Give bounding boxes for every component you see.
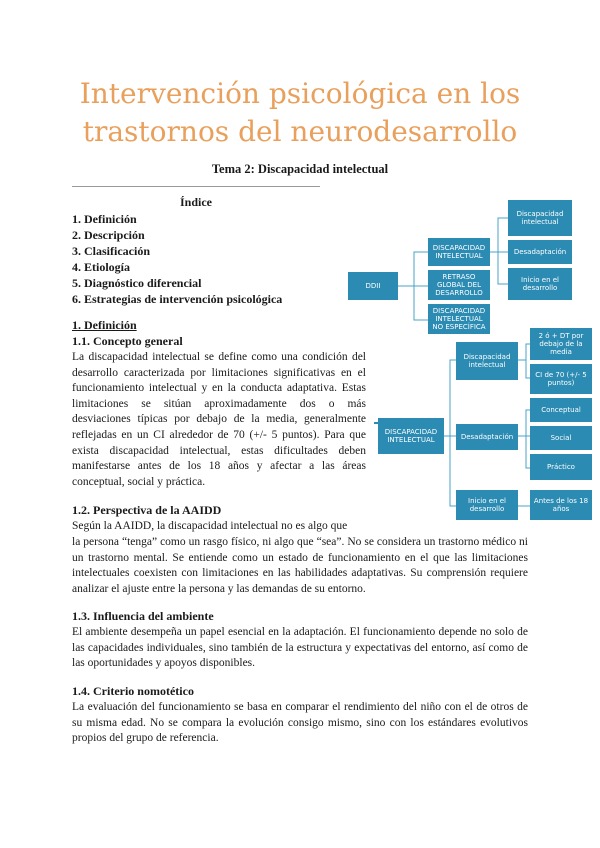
section-heading-1: 1. Definición	[72, 318, 137, 332]
paragraph-aaidd-first-line: Según la AAIDD, la discapacidad intelectual no es algo que	[72, 520, 348, 532]
diagram2-root: DISCAPACIDAD INTELECTUAL	[378, 418, 444, 454]
page-title-line-1: Intervención psicológica en los	[79, 77, 521, 110]
paragraph-ambiente: El ambiente desempeña un papel esencial en la adaptación. El funcionamiento depende no solo de las capacidades individuales, sino también de la estructura y expectativas del entorno, así como de las oportunidades y apoyos disponibles.	[72, 626, 528, 670]
page-title-line-2: trastornos del neurodesarrollo	[82, 115, 518, 148]
diagram2-leaf-social: Social	[530, 426, 592, 450]
toc-heading: Índice	[179, 195, 212, 209]
criteria-diagram	[372, 326, 594, 522]
section-heading-1-4: 1.4. Criterio nomotético	[72, 684, 194, 698]
toc-item[interactable]: 6. Estrategias de intervención psicológica	[72, 292, 283, 306]
diagram-node-retraso-global: RETRASO GLOBAL DEL DESARROLLO	[428, 270, 490, 300]
diagram-leaf-discapacidad: Discapacidad intelectual	[508, 200, 572, 236]
diagram-root-ddii: DDII	[348, 272, 398, 300]
diagram2-leaf-conceptual: Conceptual	[530, 398, 592, 422]
toc-item[interactable]: 2. Descripción	[72, 228, 145, 242]
toc-item[interactable]: 3. Clasificación	[72, 244, 150, 258]
toc-item[interactable]: 1. Definición	[72, 212, 137, 226]
diagram2-branch-discapacidad: Discapacidad intelectual	[456, 342, 518, 380]
diagram-leaf-inicio: Inicio en el desarrollo	[508, 268, 572, 300]
diagram-node-no-especifica: DISCAPACIDAD INTELECTUAL NO ESPECÍFICA	[428, 304, 490, 334]
section-heading-1-3: 1.3. Influencia del ambiente	[72, 609, 214, 623]
diagram-node-discapacidad-intelectual: DISCAPACIDAD INTELECTUAL	[428, 238, 490, 266]
diagram-leaf-desadaptacion: Desadaptación	[508, 240, 572, 264]
section-heading-1-2: 1.2. Perspectiva de la AAIDD	[72, 503, 222, 517]
paragraph-nomotetico: La evaluación del funcionamiento se basa en comparar el rendimiento del niño con el de otros de su misma edad. No se compara la evolución consigo mismo, sino con los estándares evolutivos propios del grupo de referencia.	[72, 701, 528, 745]
page-subtitle: Tema 2: Discapacidad intelectual	[211, 162, 389, 176]
classification-diagram	[340, 196, 590, 336]
diagram2-branch-inicio: Inicio en el desarrollo	[456, 490, 518, 520]
paragraph-aaidd: la persona “tenga” como un rasgo físico, ni algo que “sea”. No se considera un trastorno médico ni un trastorno mental. Se entiende como un estado de funcionamiento en el que las limitaciones intelectuales coexisten con limitaciones en las habilidades adaptativas. Su comprensión requiere analizar el ajuste entre la persona y las demandas de su entorno.	[72, 536, 528, 595]
diagram2-leaf-2dt: 2 ó + DT por debajo de la media	[530, 328, 592, 360]
toc-divider	[72, 186, 320, 187]
toc-item[interactable]: 4. Etiología	[72, 260, 131, 274]
diagram2-leaf-antes: Antes de los 18 años	[530, 490, 592, 520]
diagram2-branch-desadaptacion: Desadaptación	[456, 424, 518, 450]
toc-item[interactable]: 5. Diagnóstico diferencial	[72, 276, 202, 290]
diagram2-leaf-practico: Práctico	[530, 454, 592, 480]
paragraph-concepto-general: La discapacidad intelectual se define como una condición del desarrollo caracterizada por limitaciones significativas en el funcionamiento intelectual y en la conducta adaptativa. Estas limitaciones se sitúan aproximadamente dos o más desviaciones típicas por debajo de la media, generalmente reflejadas en un CI alrededor de 70 (+/- 5 puntos). Para que exista discapacidad intelectual, estas dificultades deben manifestarse antes de los 18 años y afectar a las áreas conceptual, social y práctica.	[72, 351, 366, 488]
section-heading-1-1: 1.1. Concepto general	[72, 334, 183, 348]
diagram2-leaf-ci: CI de 70 (+/- 5 puntos)	[530, 364, 592, 394]
